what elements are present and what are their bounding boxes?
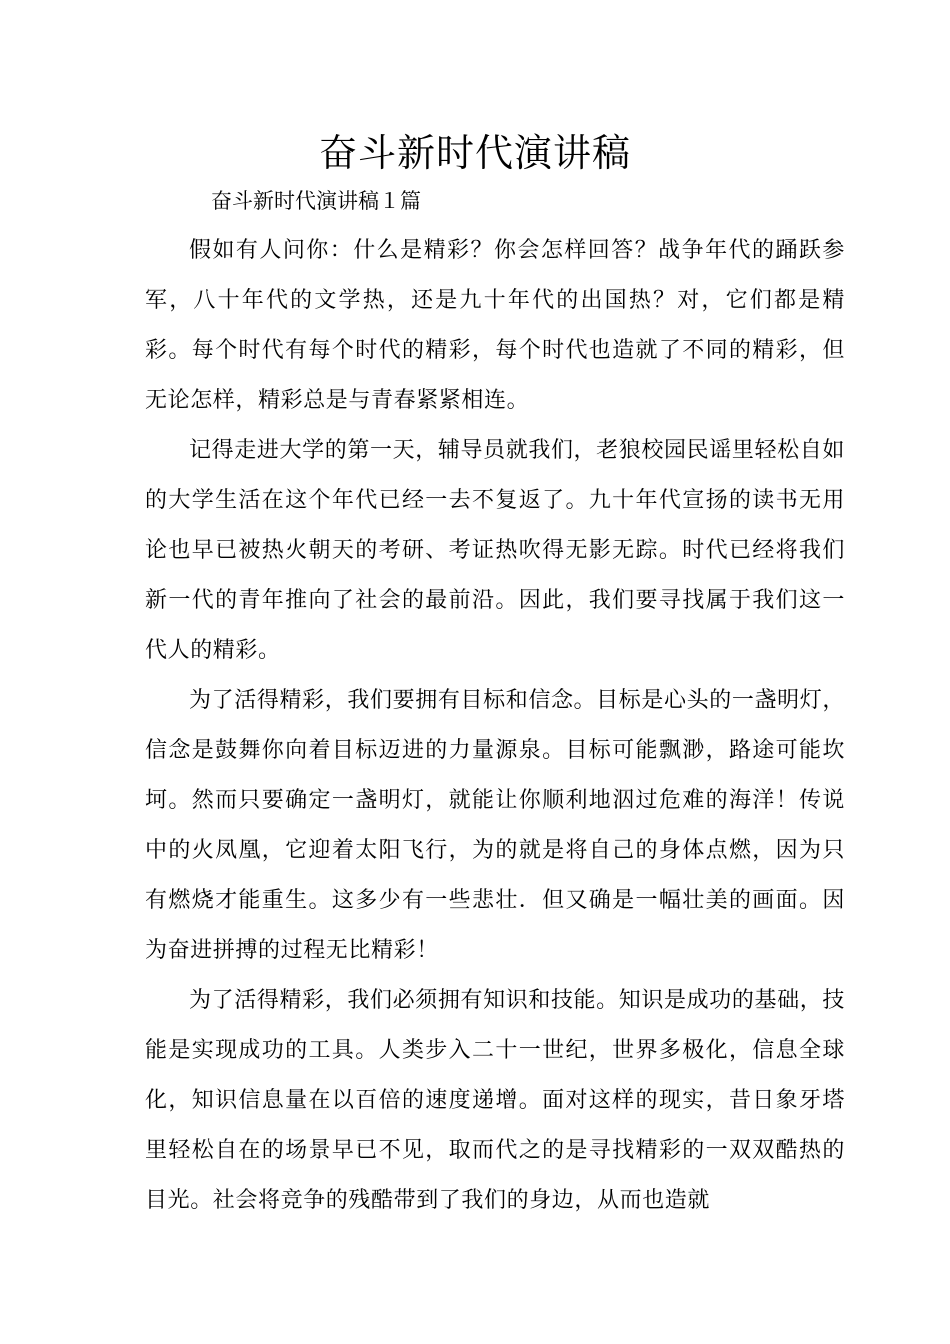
document-body (145, 226, 845, 1226)
document-title: 奋斗新时代演讲稿 (318, 131, 631, 175)
paragraph-1: 假如有人问你：什么是精彩？你会怎样回答？战争年代的踊跃参军，八十年代的文学热，还是九十年代的出国热？对，它们都是精彩。每个时代有每个时代的精彩，每个时代也造就了不同的精彩，但无论怎样，精彩总是与青春紧紧相连。 (145, 238, 845, 413)
document-subtitle: 奋斗新时代演讲稿１篇 (211, 189, 421, 213)
paragraph-4: 为了活得精彩，我们必须拥有知识和技能。知识是成功的基础，技能是实现成功的工具。人类步入二十一世纪，世界多极化，信息全球化，知识信息量在以百倍的速度递增。面对这样的现实，昔日象牙塔里轻松自在的场景早已不见，取而代之的是寻找精彩的一双双酷热的目光。社会将竞争的残酷带到了我们的身边，从而也造就 (145, 988, 845, 1213)
paragraph-2: 记得走进大学的第一天，辅导员就我们，老狼校园民谣里轻松自如的大学生活在这个年代已经一去不复返了。九十年代宣扬的读书无用论也早已被热火朝天的考研、考证热吹得无影无踪。时代已经将我们新一代的青年推向了社会的最前沿。因此，我们要寻找属于我们这一代人的精彩。 (145, 438, 845, 663)
paragraph-3: 为了活得精彩，我们要拥有目标和信念。目标是心头的一盏明灯，信念是鼓舞你向着目标迈进的力量源泉。目标可能飘渺，路途可能坎坷。然而只要确定一盏明灯，就能让你顺利地泅过危难的海洋！传说中的火凤凰，它迎着太阳飞行，为的就是将自己的身体点燃，因为只有燃烧才能重生。这多少有一些悲壮．但又确是一幅壮美的画面。因为奋进拼搏的过程无比精彩！ (145, 688, 845, 963)
